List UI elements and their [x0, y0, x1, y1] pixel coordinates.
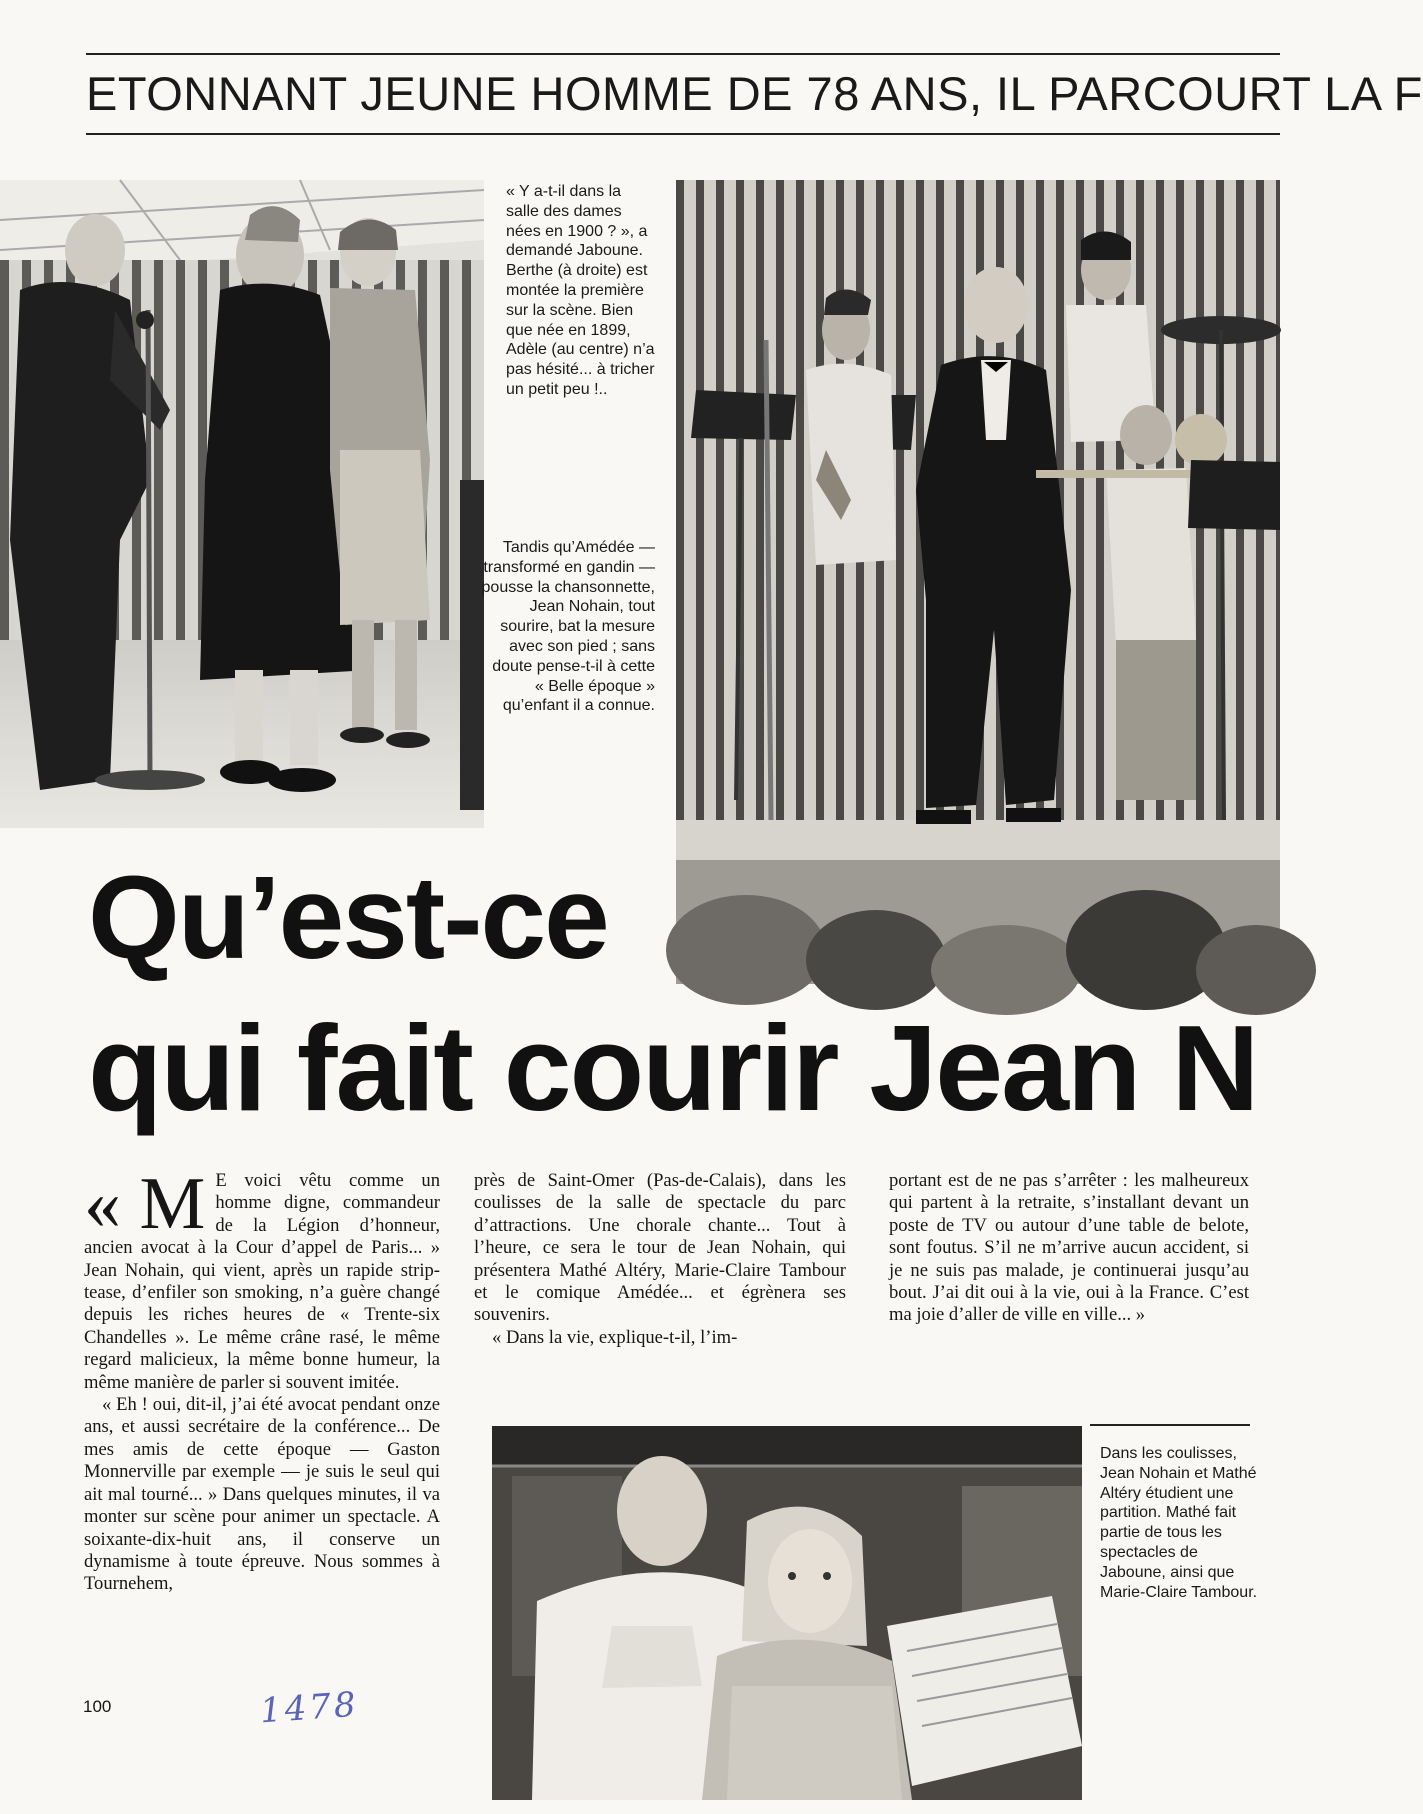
- photo-backstage: [492, 1426, 1082, 1800]
- article-col1-p1-text: E voici vêtu comme un homme digne, commandeur de la Légion d’honneur, ancien avocat à la Cour d’appel de Paris... » Jean Nohain, qui vient, après un rapide strip-tease, d’enfiler son smoking, n’a guère changé depuis les riches heures de « Trente-six Chandelles ». Le même crâne rasé, le même regard malicieux, la même bonne humeur, la même manière de parler si souvent imitée.: [84, 1170, 440, 1393]
- page-number: 100: [83, 1697, 112, 1716]
- article-col2-p1: près de Saint-Omer (Pas-de-Calais), dans les coulisses de la salle de spectacle du parc d’attractions. Une chorale chante... Tout à l’heure, ce sera le tour de Jean Nohain, qui présentera Mathé Altéry, Marie-Claire Tambour et le comique Amédée... et égrènera ses souvenirs.: [474, 1170, 846, 1326]
- quote-mark: «: [84, 1163, 121, 1245]
- headline-line1: Qu’est-ce: [88, 852, 608, 984]
- caption-amedee: [480, 538, 655, 716]
- article-col3-p1: portant est de ne pas s’arrêter : les malheureux qui partent à la retraite, s’installant devant un poste de TV ou autour d’une table de belote, sont foutus. S’il ne m’arrive aucun accident, si je ne suis pas malade, je continuerai jusqu’au bout. J’ai dit oui à la vie, oui à la France. C’est ma joie d’aller de ville en ville... »: [889, 1170, 1249, 1326]
- article-column-2: [474, 1170, 846, 1349]
- photo-stage-band: [676, 180, 1280, 984]
- photo-stage-band-image: [676, 180, 1280, 984]
- top-rule: [86, 53, 1280, 55]
- kicker-rule: [86, 133, 1280, 135]
- drop-cap-letter: M: [139, 1163, 206, 1245]
- handwritten-note: 1478: [258, 1684, 360, 1732]
- caption-ladies-text: « Y a-t-il dans la salle des dames nées en 1900 ? », a demandé Jaboune. Berthe (à droite) est montée la première sur la scène. Bien que née en 1899, Adèle (au centre) n’a pas hésité... à tricher un petit peu !..: [506, 183, 655, 398]
- article-col1-p1: [84, 1163, 440, 1394]
- article-col1-p2: « Eh ! oui, dit-il, j’ai été avocat pendant onze ans, et aussi secrétaire de la conférence... De mes amis de cette époque — Gaston Monnerville par exemple — je suis le seul qui ait mal tourné... » Dans quelques minutes, il va monter sur scène pour animer un spectacle. A soixante-dix-huit ans, il conserve un dynamisme à toute épreuve. Nous sommes à Tournehem,: [84, 1394, 440, 1595]
- article-col2-p2: « Dans la vie, explique-t-il, l’im-: [492, 1326, 738, 1348]
- caption-rule: [1090, 1424, 1250, 1426]
- article-column-3: [889, 1170, 1249, 1327]
- article-column-1: [84, 1163, 440, 1596]
- photo-stage-ladies-image: [0, 180, 484, 828]
- drop-cap: [84, 1163, 206, 1245]
- photo-backstage-image: [492, 1426, 1082, 1800]
- caption-backstage: [1100, 1444, 1260, 1602]
- caption-backstage-text: Dans les coulisses, Jean Nohain et Mathé Altéry étudient une partition. Mathé fait partie de tous les spectacles de Jaboune, ainsi que Marie-Claire Tambour.: [1100, 1445, 1258, 1601]
- photo-stage-ladies: [0, 180, 484, 828]
- caption-ladies: [506, 182, 656, 400]
- caption-amedee-text: Tandis qu’Amédée — transformé en gandin — pousse la chansonnette, Jean Nohain, tout sourire, bat la mesure avec son pied ; sans doute pense-t-il à cette « Belle époque » qu’enfant il a connue.: [481, 539, 655, 715]
- headline-line2: qui fait courir Jean N: [88, 1000, 1258, 1136]
- kicker-title: ETONNANT JEUNE HOMME DE 78 ANS, IL PARCOURT LA F: [86, 67, 1423, 120]
